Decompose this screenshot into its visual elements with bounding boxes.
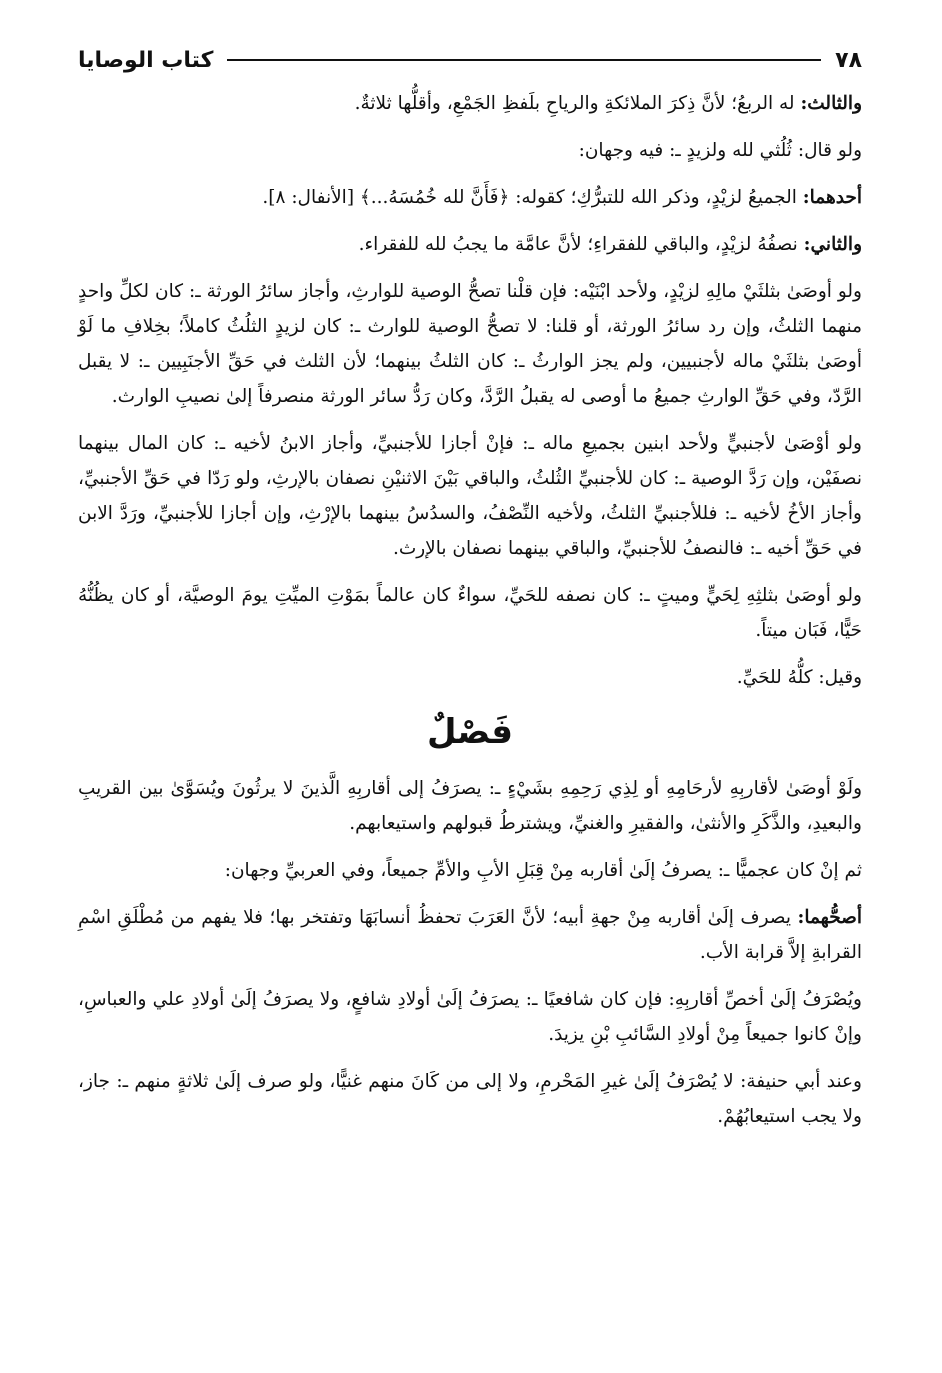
paragraph-text: يصرف إلَىٰ أقاربه مِنْ جهةِ أبيه؛ لأنَّ العَرَبَ تحفظُ أنسابَهَا وتفتخر بها؛ فلا يفهم من مُطْلَقِ اسْمِ القرابةِ إلاَّ قرابة الأب. bbox=[78, 907, 862, 963]
paragraph-5 bbox=[78, 274, 862, 414]
section-paragraph-4 bbox=[78, 982, 862, 1052]
section-paragraph-3 bbox=[78, 900, 862, 970]
section-paragraph-5 bbox=[78, 1064, 862, 1134]
paragraph-text: له الربعُ؛ لأنَّ ذِكرَ الملائكةِ والرياحِ بلَفظِ الجَمْعِ، وأقلُّها ثلاثةٌ. bbox=[354, 93, 801, 114]
paragraph-text: ولو أوصَىٰ بثلثِهِ لِحَيٍّ وميتٍ ـ: كان نصفه للحَيِّ، سواءٌ كان عالماً بمَوْتِ الميِّتِ يومَ الوصيَّة، أو كان يظُنُّهُ حَيًّا، فَبَان ميتاً. bbox=[78, 585, 862, 641]
paragraph-text: ولو أوصَىٰ بثلثَيْ مالِهِ لزيْدٍ، ولأحد ابْنَيْه: فإن قلْنا تصحُّ الوصية للوارثِ، وأجاز سائرُ الورثة ـ: كان لكلِّ واحدٍ منهما الثلثُ، وإن رد سائرُ الورثة، أو قلنا: لا تصحُّ الوصية للوارث ـ: كان لزيدٍ الثلُثُ كاملاً؛ بخِلافِ ما لَوْ أوصَىٰ بثلثَيْ ماله لأجنبيين، ولم يجز الوارثُ ـ: كان الثلثُ بينهما؛ لأن الثلث في حَقِّ الأجنَبِيين ـ: لا يقبل الرَّدّ، وفي حَقِّ الوارثِ جميعُ ما أوصى له يقبلُ الرَّدَّ، وكان رَدُّ سائر الورثة منصرفاً إلىٰ نصيبِ الوارث. bbox=[78, 281, 862, 407]
paragraph-8 bbox=[78, 660, 862, 695]
header-rule bbox=[227, 59, 821, 61]
page-header bbox=[78, 40, 862, 80]
paragraph-text: ولو أوْصَىٰ لأجنبيٍّ ولأحد ابنين بجميعِ ماله ـ: فإنْ أجازا للأجنبيِّ، وأجاز الابنُ لأخيه ـ: كان المال بينهما نصفَيْن، وإن رَدَّ الوصية ـ: كان للأجنبيِّ الثُلثُ، والباقي بَيْنَ الاثنيْنِ نصفان بالإرثِ، ولو رَدّا في حَقِّ الأجنبيِّ، وأجاز الأخُ لأخيه ـ: فللأجنبيِّ الثلثُ، ولأخيه النِّصْفُ، والسدُسُ بينهما بالإرْثِ، وإن أجازا للأجنبيِّ، ورَدَّ الابن في حَقِّ أخيه ـ: فالنصفُ للأجنبيِّ، والباقي بينهما نصفان بالإرث. bbox=[78, 433, 862, 559]
book-title: كتاب الوصايا bbox=[78, 47, 214, 73]
paragraph-lead: والثالث: bbox=[800, 93, 862, 114]
document-page bbox=[78, 40, 862, 1146]
section-title: فَصْلٌ bbox=[426, 712, 514, 752]
page-number: ٧٨ bbox=[835, 47, 862, 73]
paragraph-text: وعند أبي حنيفة: لا يُصْرَفُ إلَىٰ غيرِ المَحْرمِ، ولا إلى من كَانَ منهم غنيًّا، ولو صرف إلَىٰ ثلاثةٍ منهم ـ: جاز، ولا يجب استيعابُهُمْ. bbox=[78, 1071, 862, 1127]
paragraph-1 bbox=[78, 86, 862, 121]
paragraph-lead: والثاني: bbox=[803, 234, 862, 255]
paragraph-text: الجميعُ لزيْدٍ، وذكر الله للتبرُّكِ؛ كقوله: ﴿فَأَنَّ لله خُمُسَهُ...﴾ [الأنفال: ٨]. bbox=[262, 187, 803, 208]
paragraph-text: ولو قال: ثُلُثي لله ولزيدٍ ـ: فيه وجهان: bbox=[578, 140, 862, 161]
paragraph-text: وقيل: كلُّهُ للحَيِّ. bbox=[736, 667, 862, 688]
section-paragraph-1 bbox=[78, 771, 862, 841]
paragraph-text: ثم إنْ كان عجميًّا ـ: يصرفُ إلَىٰ أقاربه مِنْ قِبَلِ الأبِ والأمِّ جميعاً، وفي العربيِّ وجهان: bbox=[224, 860, 862, 881]
paragraph-2 bbox=[78, 133, 862, 168]
paragraph-6 bbox=[78, 426, 862, 566]
paragraph-lead: أصحُّهما: bbox=[797, 907, 862, 928]
paragraph-7 bbox=[78, 578, 862, 648]
paragraph-4 bbox=[78, 227, 862, 262]
paragraph-text: ولَوْ أوصَىٰ لأقاربِهِ لأرحَامِهِ أو لِذِي رَحِمِهِ بشَيْءٍ ـ: يصرَفُ إلى أقاربِهِ الَّذينَ لا يرثُونَ ويُسَوَّىٰ بين القريبِ والبعيدِ، والذَّكَرِ والأنثىٰ، والفقيرِ والغنيِّ، ويشترطُ قبولهم واستيعابهم. bbox=[78, 778, 862, 834]
paragraph-text: ويُصْرَفُ إلَىٰ أخصِّ أقاربِهِ: فإن كان شافعيًا ـ: يصرَفُ إلَىٰ أولادِ شافعٍ، ولا يصرَفُ إلَىٰ أولادِ علي والعباسِ، وإنْ كانوا جميعاً مِنْ أولادِ السَّائبِ بْنِ يزيدَ. bbox=[78, 989, 862, 1045]
section-paragraph-2 bbox=[78, 853, 862, 888]
paragraph-lead: أحدهما: bbox=[802, 187, 862, 208]
paragraph-text: نصفُهُ لزيْدٍ، والباقي للفقراءِ؛ لأنَّ عامَّة ما يجبُ لله للفقراء. bbox=[358, 234, 804, 255]
paragraph-3 bbox=[78, 180, 862, 215]
